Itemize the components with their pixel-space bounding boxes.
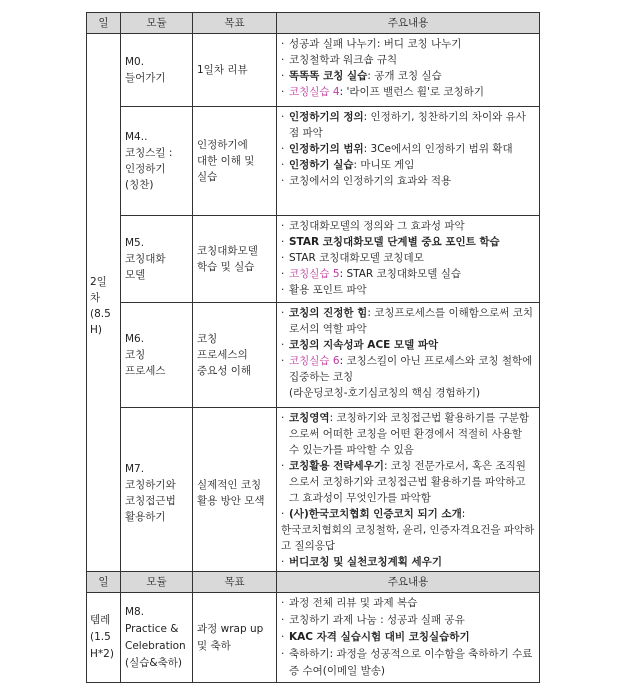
table-row [87, 593, 540, 683]
bold-label: STAR 코칭대화모델 단계별 중요 포인트 학습 [289, 236, 500, 248]
item-text: : 공개 코칭 실습 [367, 70, 442, 82]
list-item [281, 250, 535, 266]
goal-cell: 코칭대화모델 학습 및 실습 [193, 216, 277, 303]
module-cell: M8. Practice & Celebration (실습&축하) [121, 593, 193, 683]
list-item [281, 612, 535, 629]
table-header-row [87, 572, 540, 593]
table-row [87, 34, 540, 107]
header-day: 일 [87, 13, 121, 34]
content-list [281, 410, 535, 570]
module-cell: M4.. 코칭스킬 : 인정하기 (칭찬) [121, 107, 193, 216]
goal-cell: 과정 wrap up 및 축하 [193, 593, 277, 683]
practice-label: 코칭실습 5 [289, 268, 340, 280]
item-text: : '라이프 밸런스 휠'로 코칭하기 [339, 86, 484, 98]
item-text: 축하하기: 과정을 성공적으로 이수함을 축하하기 수료증 수여(이메일 발송) [289, 648, 533, 677]
item-text: : [461, 508, 466, 520]
table-row [87, 408, 540, 579]
content-cell [277, 408, 540, 579]
list-item [281, 629, 535, 646]
goal-cell: 실제적인 코칭 활용 방안 모색 [193, 408, 277, 579]
content-cell [277, 216, 540, 303]
content-list [281, 36, 535, 100]
schedule-table-telegroup [86, 571, 540, 683]
header-day: 일 [87, 572, 121, 593]
list-item [281, 266, 535, 282]
item-text: : 코칭 전문가로서, 혹은 조직원으로서 코칭하기와 코칭접근법 활용하기를 파악하고 그 효과성이 무엇인가를 파악함 [289, 460, 526, 504]
header-goal: 목표 [193, 13, 277, 34]
list-item [281, 554, 535, 570]
bold-label: (사)한국코치협회 인증코치 되기 소개 [289, 508, 462, 520]
practice-label: 코칭실습 6 [289, 355, 340, 367]
item-text: STAR 코칭대화모델 코칭데모 [289, 252, 424, 264]
item-text: : 마니또 게임 [353, 159, 415, 171]
table-row [87, 107, 540, 216]
list-item [281, 458, 535, 506]
list-item [281, 173, 535, 189]
content-cell [277, 107, 540, 216]
list-item [281, 522, 535, 554]
list-item [281, 595, 535, 612]
item-text: : STAR 코칭대화모델 실습 [339, 268, 462, 280]
content-cell [277, 34, 540, 107]
list-item [281, 218, 535, 234]
list-item [281, 353, 535, 385]
header-content: 주요내용 [277, 572, 540, 593]
list-item [281, 305, 535, 337]
table-header-row [87, 13, 540, 34]
item-text: : 인정하기, 칭찬하기의 차이와 유사점 파악 [289, 111, 526, 139]
schedule-table-day2 [86, 12, 540, 579]
bold-label: 똑똑똑 코칭 실습 [289, 70, 368, 82]
list-item [281, 52, 535, 68]
practice-label: 코칭실습 4 [289, 86, 340, 98]
list-item [281, 410, 535, 458]
header-module: 모듈 [121, 572, 193, 593]
bold-label: 버디코칭 및 실천코칭계획 세우기 [289, 556, 442, 568]
list-item [281, 234, 535, 250]
list-item [281, 157, 535, 173]
bold-label: 코칭활용 전략세우기 [289, 460, 384, 472]
list-item [281, 282, 535, 298]
item-text: 과정 전체 리뷰 및 과제 복습 [289, 597, 418, 609]
item-text: : 코칭스킬이 아닌 프로세스와 코칭 철학에 집중하는 코칭 [289, 355, 533, 383]
list-item [281, 84, 535, 100]
bold-label: 인정하기의 범위 [289, 143, 364, 155]
list-item [281, 141, 535, 157]
bold-label: 인정하기 실습 [289, 159, 354, 171]
table-row [87, 303, 540, 408]
table-row [87, 216, 540, 303]
bold-label: 인정하기의 정의 [289, 111, 364, 123]
day-cell: 2일 차 (8.5 H) [87, 34, 121, 579]
item-text: : 3Ce에서의 인정하기 범위 확대 [363, 143, 513, 155]
goal-cell: 코칭 프로세스의 중요성 이해 [193, 303, 277, 408]
content-list [281, 595, 535, 680]
content-cell [277, 303, 540, 408]
module-cell: M7. 코칭하기와 코칭접근법 활용하기 [121, 408, 193, 579]
list-item [281, 36, 535, 52]
goal-cell: 인정하기에 대한 이해 및 실습 [193, 107, 277, 216]
goal-cell: 1일차 리뷰 [193, 34, 277, 107]
module-cell: M0. 들어가기 [121, 34, 193, 107]
list-item [281, 68, 535, 84]
bold-label: 코칭영역 [289, 412, 330, 424]
item-text: (라운딩코칭-호기심코칭의 핵심 경험하기) [289, 387, 481, 399]
content-list [281, 305, 535, 401]
item-text: 활용 포인트 파악 [289, 284, 367, 296]
bold-label: 코칭의 지속성과 ACE 모델 파악 [289, 339, 439, 351]
list-item [281, 337, 535, 353]
bold-label: KAC 자격 실습시험 대비 코칭실습하기 [289, 631, 470, 643]
item-text: 코칭에서의 인정하기의 효과와 적용 [289, 175, 452, 187]
item-text: 코칭철학과 워크숍 규칙 [289, 54, 398, 66]
item-text: 한국코치협회의 코칭철학, 윤리, 인증자격요건을 파악하고 질의응답 [281, 524, 535, 552]
item-text: 코칭하기 과제 나눔 : 성공과 실패 공유 [289, 614, 465, 626]
module-cell: M5. 코칭대화 모델 [121, 216, 193, 303]
module-cell: M6. 코칭 프로세스 [121, 303, 193, 408]
header-goal: 목표 [193, 572, 277, 593]
list-item [281, 109, 535, 141]
header-content: 주요내용 [277, 13, 540, 34]
item-text: 코칭대화모델의 정의와 그 효과성 파악 [289, 220, 465, 232]
list-item [281, 646, 535, 680]
list-item [281, 506, 535, 522]
item-text: 성공과 실패 나누기: 버디 코칭 나누기 [289, 38, 462, 50]
content-list [281, 109, 535, 189]
list-item [281, 385, 535, 401]
bold-label: 코칭의 진정한 힘 [289, 307, 368, 319]
item-text: : 코칭프로세스를 이해함으로써 코치로서의 역할 파악 [289, 307, 534, 335]
content-list [281, 218, 535, 298]
content-cell [277, 593, 540, 683]
day-cell: 템레 (1.5 H*2) [87, 593, 121, 683]
item-text: : 코칭하기와 코칭접근법 활용하기를 구분함으로써 어떠한 코칭을 어떤 환경에서 적절히 사용할 수 있는가를 파악할 수 있음 [289, 412, 530, 456]
header-module: 모듈 [121, 13, 193, 34]
